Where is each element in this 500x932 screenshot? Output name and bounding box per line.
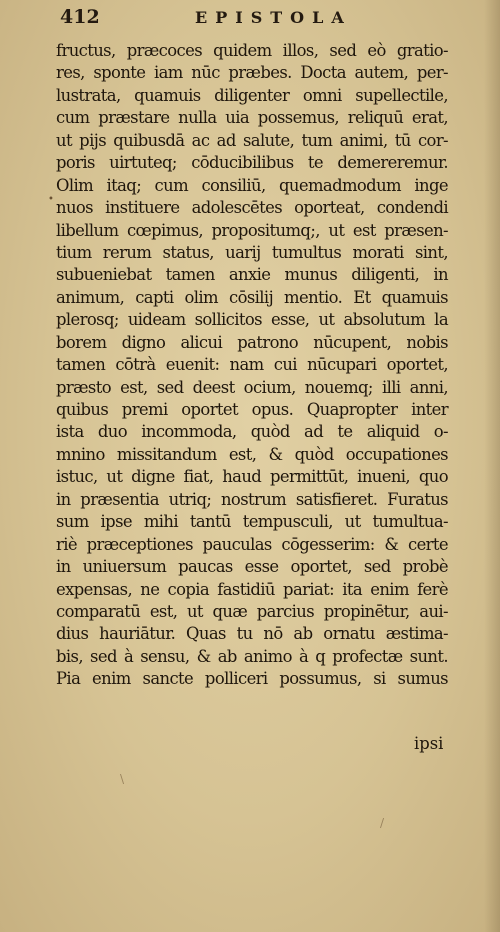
text-line: in uniuersum paucas esse oportet, sed probè	[56, 557, 448, 577]
text-line: poris uirtuteq; cōducibilibus te demereremur.	[56, 153, 448, 173]
page-number: 412	[60, 6, 100, 28]
text-line: ut pijs quibusdā ac ad salute, tum animi, tū cor-	[56, 130, 448, 150]
text-line: plerosq; uideam sollicitos esse, ut absolutum la	[56, 310, 448, 330]
text-line: expensas, ne copia fastidiū pariat: ita enim ferè	[56, 579, 448, 599]
text-line: in præsentia utriq; nostrum satisfieret. Furatus	[56, 489, 448, 509]
text-line: dius hauriātur. Quas tu nō ab ornatu æstima-	[56, 624, 448, 644]
text-line: subueniebat tamen anxie munus diligenti, in	[56, 265, 448, 285]
catchword: ipsi	[414, 734, 444, 753]
text-line: nuos instituere adolescētes oporteat, condendi	[56, 198, 448, 218]
text-line: bis, sed à sensu, & ab animo à q profectæ sunt.	[56, 646, 448, 666]
text-line: cum præstare nulla uia possemus, reliquū erat,	[56, 108, 448, 128]
text-line: istuc, ut digne fiat, haud permittūt, inueni, quo	[56, 467, 448, 487]
margin-stroke-icon: \	[120, 772, 125, 786]
text-line: comparatū est, ut quæ parcius propinētur, aui-	[56, 601, 448, 621]
text-line: res, sponte iam nūc præbes. Docta autem, per-	[56, 63, 448, 83]
body-text	[56, 40, 448, 691]
text-line: præsto est, sed deest ocium, nouemq; illi anni,	[56, 377, 448, 397]
margin-bullet-icon: •	[48, 194, 54, 205]
text-line: Pia enim sancte polliceri possumus, si sumus	[56, 669, 448, 689]
running-head	[60, 4, 480, 34]
text-line: mnino missitandum est, & quòd occupationes	[56, 444, 448, 464]
text-line: quibus premi oportet opus. Quapropter inter	[56, 400, 448, 419]
running-title: EPISTOLA	[195, 8, 352, 27]
text-line: Olim itaq; cum consiliū, quemadmodum inge	[56, 175, 448, 195]
margin-stroke-icon: /	[380, 816, 385, 830]
text-line: riè præceptiones pauculas cōgesserim: & certe	[56, 534, 448, 554]
text-line: sum ipse mihi tantū tempusculi, ut tumultua-	[56, 512, 448, 532]
text-line: animum, capti olim cōsilij mentio. Et quamuis	[56, 287, 448, 307]
text-line: lustrata, quamuis diligenter omni supellectile,	[56, 85, 448, 105]
text-line: libellum cœpimus, propositumq;, ut est præsen-	[56, 220, 448, 240]
text-line: borem digno alicui patrono nūcupent, nobis	[56, 332, 448, 352]
text-line: fructus, præcoces quidem illos, sed eò gratio-	[56, 41, 448, 60]
text-line: ista duo incommoda, quòd ad te aliquid o-	[56, 422, 448, 442]
text-line: tamen cōtrà euenit: nam cui nūcupari oportet,	[56, 355, 448, 375]
text-line: tium rerum status, uarij tumultus morati sint,	[56, 242, 448, 262]
